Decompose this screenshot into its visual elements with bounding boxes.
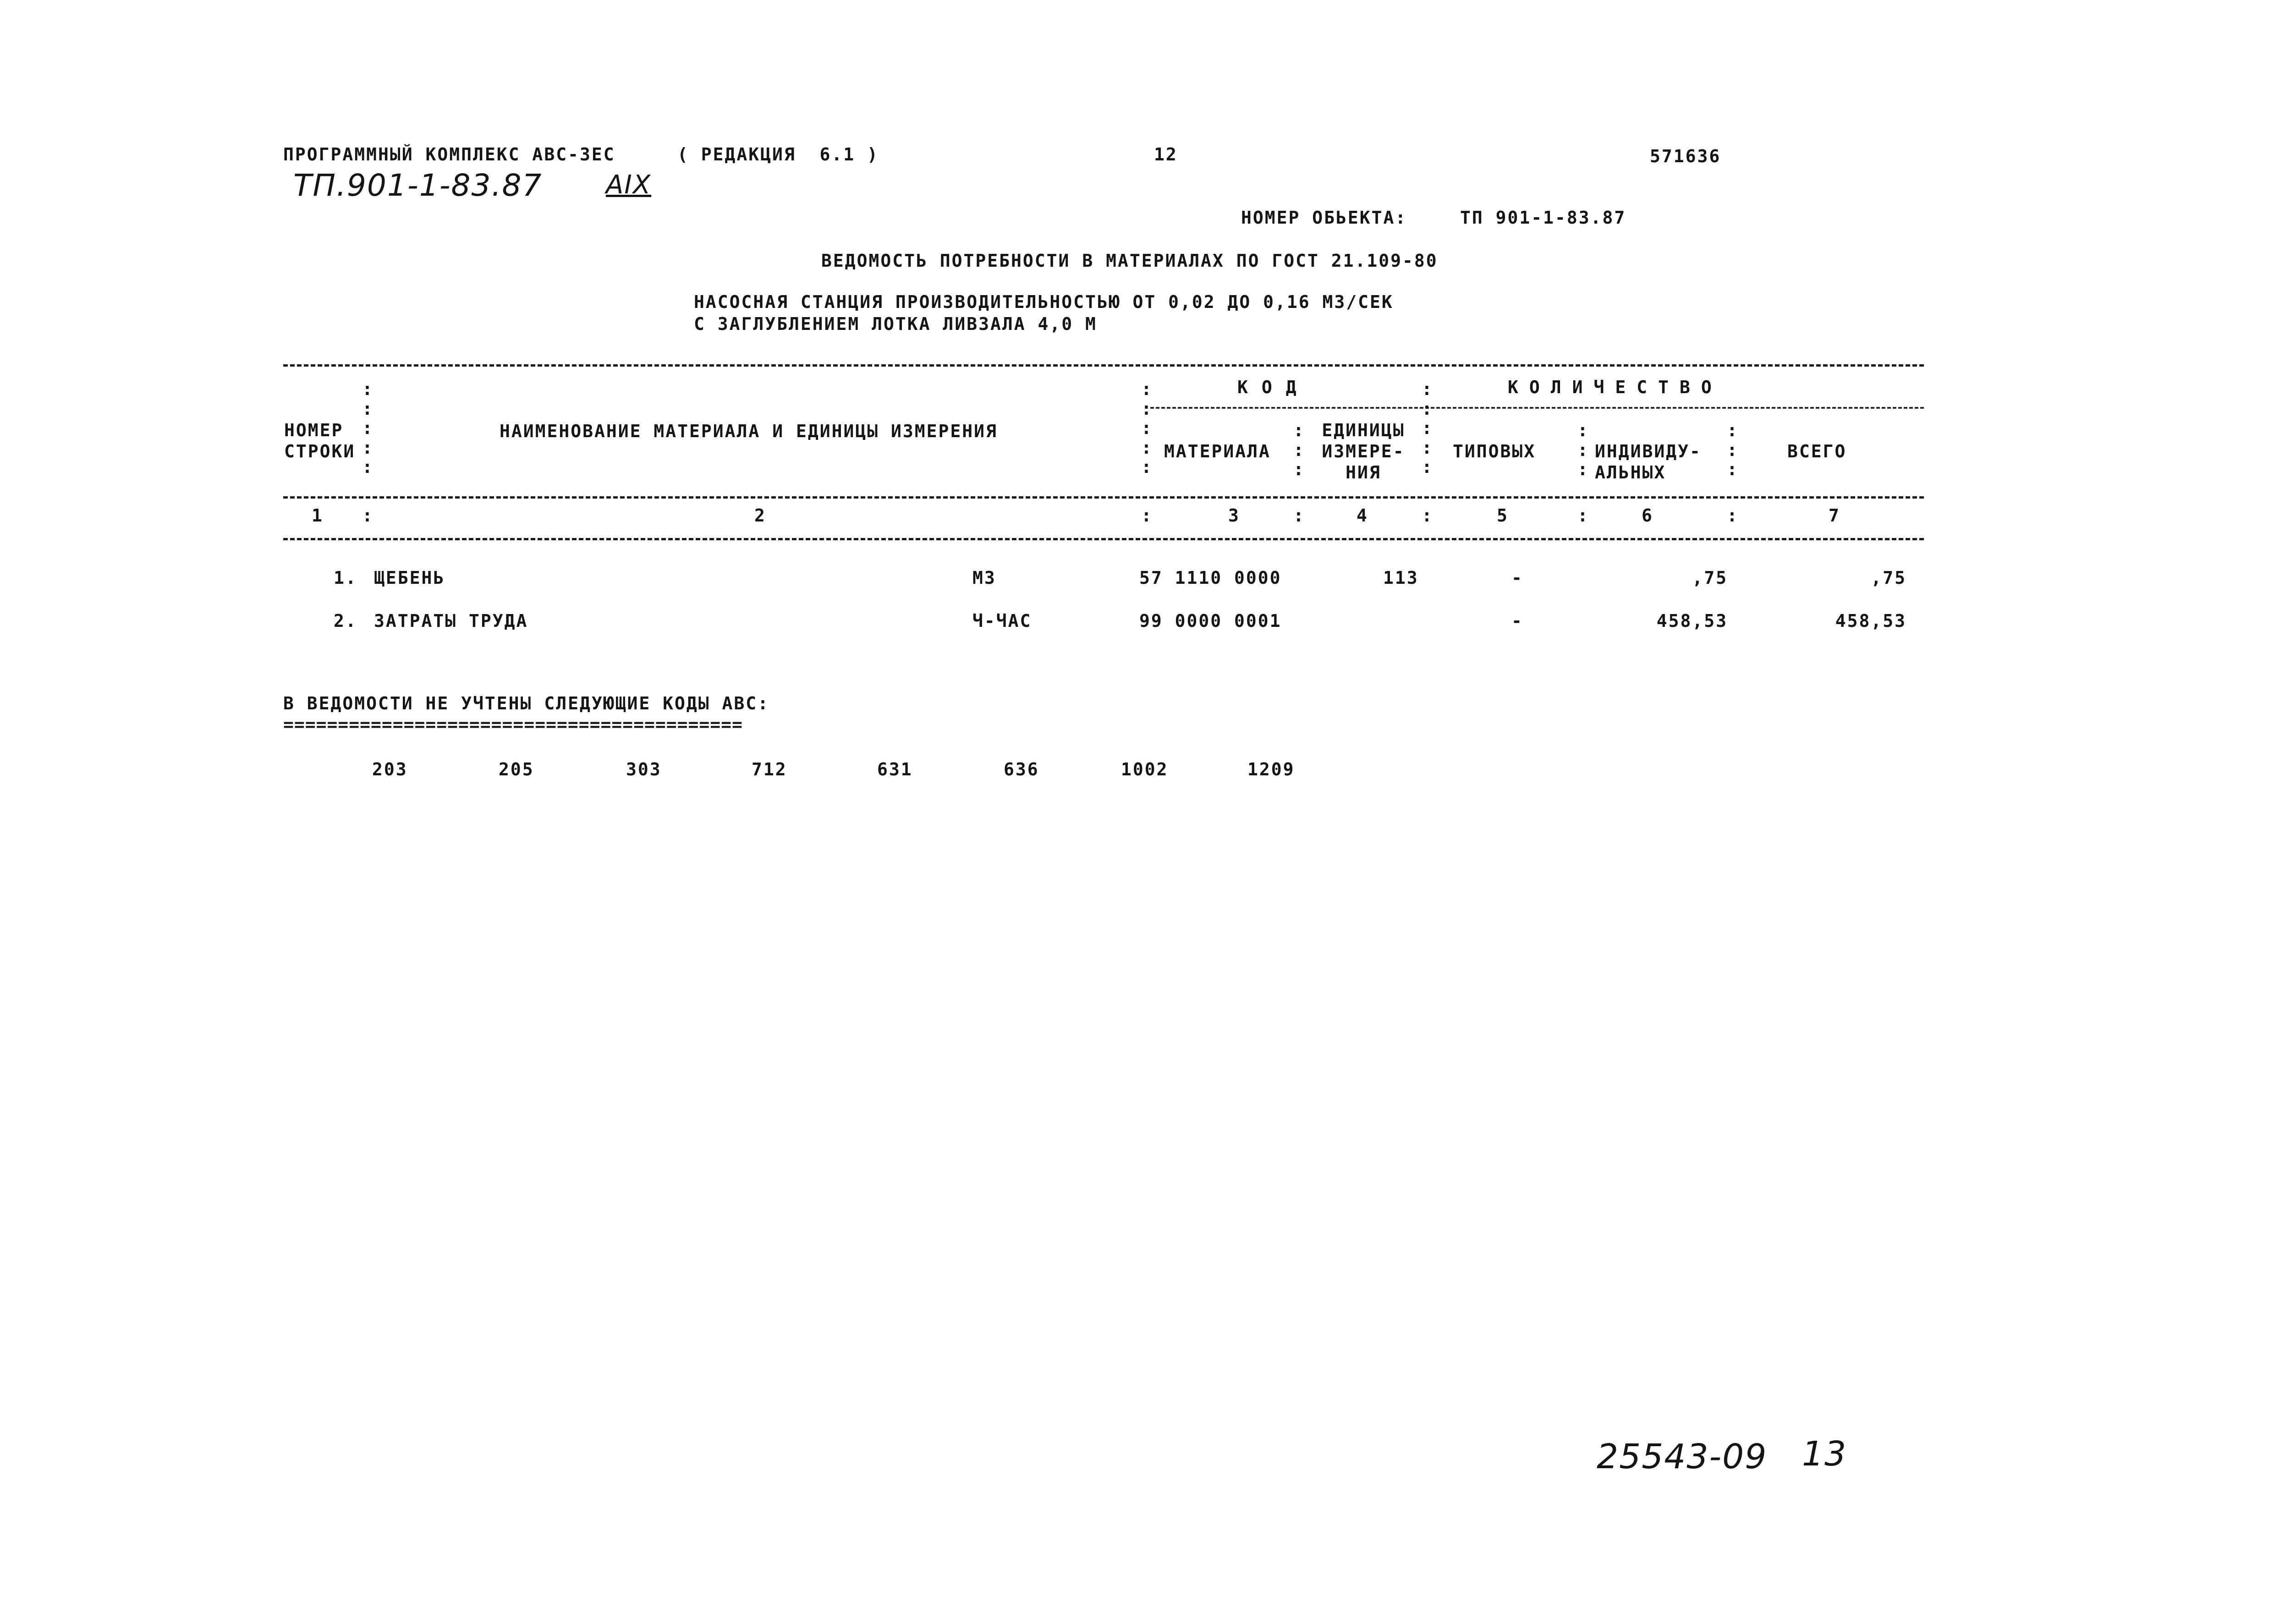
document-title: ВЕДОМОСТЬ ПОТРЕБНОСТИ В МАТЕРИАЛАХ ПО ГОСТ 21.109-80 <box>821 251 1438 271</box>
kod-underline <box>1150 407 1924 409</box>
col-number-dividers: : <box>1141 505 1153 526</box>
header-divider: : : : : : <box>362 379 374 477</box>
col-number: 6 <box>1642 505 1653 526</box>
subtitle-line-2: С ЗАГЛУБЛЕНИЕМ ЛОТКА ЛИВЗАЛА 4,0 М <box>694 314 1097 334</box>
row-total: ,75 <box>1871 568 1906 588</box>
header-individual-1: ИНДИВИДУ- <box>1595 441 1702 461</box>
header-unit-3: НИЯ <box>1346 462 1381 483</box>
excluded-code: 1002 <box>1121 759 1169 779</box>
footnote-label: В ВЕДОМОСТИ НЕ УЧТЕНЫ СЛЕДУЮЩИЕ КОДЫ АВС: <box>283 693 769 713</box>
col-number-dividers: : <box>362 505 374 526</box>
object-value: ТП 901-1-83.87 <box>1460 208 1626 228</box>
col-number: 3 <box>1228 505 1240 526</box>
col-number: 2 <box>754 505 766 526</box>
header-divider: : : : <box>1727 420 1739 480</box>
row-number: 1. <box>334 568 357 588</box>
row-material-code: 57 1110 0000 <box>1139 568 1282 588</box>
col-numbers-rule <box>283 538 1924 540</box>
row-unit-name: Ч-ЧАС <box>972 611 1032 631</box>
sheet-number: 13 <box>1802 1434 1847 1474</box>
row-individual: ,75 <box>1692 568 1728 588</box>
col-number-dividers: : <box>1422 505 1434 526</box>
header-row-no-1: НОМЕР <box>284 420 344 440</box>
col-number: 4 <box>1357 505 1368 526</box>
excluded-code: 203 <box>372 759 408 779</box>
table-top-rule <box>283 364 1924 367</box>
inventory-number: 25543-09 <box>1597 1437 1768 1476</box>
col-number: 1 <box>312 505 324 526</box>
header-typical: ТИПОВЫХ <box>1453 441 1536 461</box>
header-name: НАИМЕНОВАНИЕ МАТЕРИАЛА И ЕДИНИЦЫ ИЗМЕРЕНИЯ <box>500 421 998 441</box>
col-number: 7 <box>1829 505 1840 526</box>
excluded-code: 712 <box>752 759 787 779</box>
col-number-dividers: : <box>1727 505 1739 526</box>
header-kolichestvo: КОЛИЧЕСТВО <box>1508 377 1723 397</box>
header-individual-2: АЛЬНЫХ <box>1595 462 1666 483</box>
row-unit-code: 113 <box>1383 568 1419 588</box>
header-bottom-rule <box>283 496 1924 499</box>
handwritten-mark: АIX <box>606 170 652 200</box>
handwritten-doc-number: ТП.901-1-83.87 <box>293 168 543 203</box>
col-number-dividers: : <box>1293 505 1305 526</box>
header-row-no-2: СТРОКИ <box>284 441 356 461</box>
edition: ( РЕДАКЦИЯ 6.1 ) <box>677 144 879 165</box>
subtitle-line-1: НАСОСНАЯ СТАНЦИЯ ПРОИЗВОДИТЕЛЬНОСТЬЮ ОТ 0,02 ДО 0,16 М3/СЕК <box>694 292 1394 312</box>
header-unit-2: ИЗМЕРЕ- <box>1322 441 1405 461</box>
excluded-code: 303 <box>626 759 662 779</box>
row-number: 2. <box>334 611 357 631</box>
col-number: 5 <box>1497 505 1509 526</box>
object-label: НОМЕР ОБЬЕКТА: <box>1241 208 1407 228</box>
row-typical: - <box>1511 568 1523 588</box>
row-unit-name: М3 <box>972 568 996 588</box>
top-right-code: 571636 <box>1650 146 1721 166</box>
header-total: ВСЕГО <box>1787 441 1847 461</box>
footnote-underline: ========================================== <box>283 714 743 735</box>
row-material-name: ЗАТРАТЫ ТРУДА <box>374 611 528 631</box>
header-unit-1: ЕДИНИЦЫ <box>1322 420 1405 440</box>
page-number: 12 <box>1154 144 1178 165</box>
header-material: МАТЕРИАЛА <box>1164 441 1271 461</box>
header-divider: : : : : : <box>1422 379 1434 477</box>
header-kod: КОД <box>1237 377 1310 397</box>
excluded-code: 631 <box>877 759 913 779</box>
row-typical: - <box>1511 611 1523 631</box>
excluded-code: 636 <box>1004 759 1039 779</box>
header-divider: : : : : : <box>1141 379 1153 477</box>
program-name: ПРОГРАММНЫЙ КОМПЛЕКС АВС-3ЕС <box>283 144 615 165</box>
row-material-name: ЩЕБЕНЬ <box>374 568 445 588</box>
header-divider: : : : <box>1293 420 1305 480</box>
col-number-dividers: : <box>1577 505 1589 526</box>
row-material-code: 99 0000 0001 <box>1139 611 1282 631</box>
header-divider: : : : <box>1577 420 1589 480</box>
excluded-code: 205 <box>499 759 534 779</box>
excluded-code: 1209 <box>1247 759 1295 779</box>
row-individual: 458,53 <box>1656 611 1728 631</box>
row-total: 458,53 <box>1835 611 1906 631</box>
